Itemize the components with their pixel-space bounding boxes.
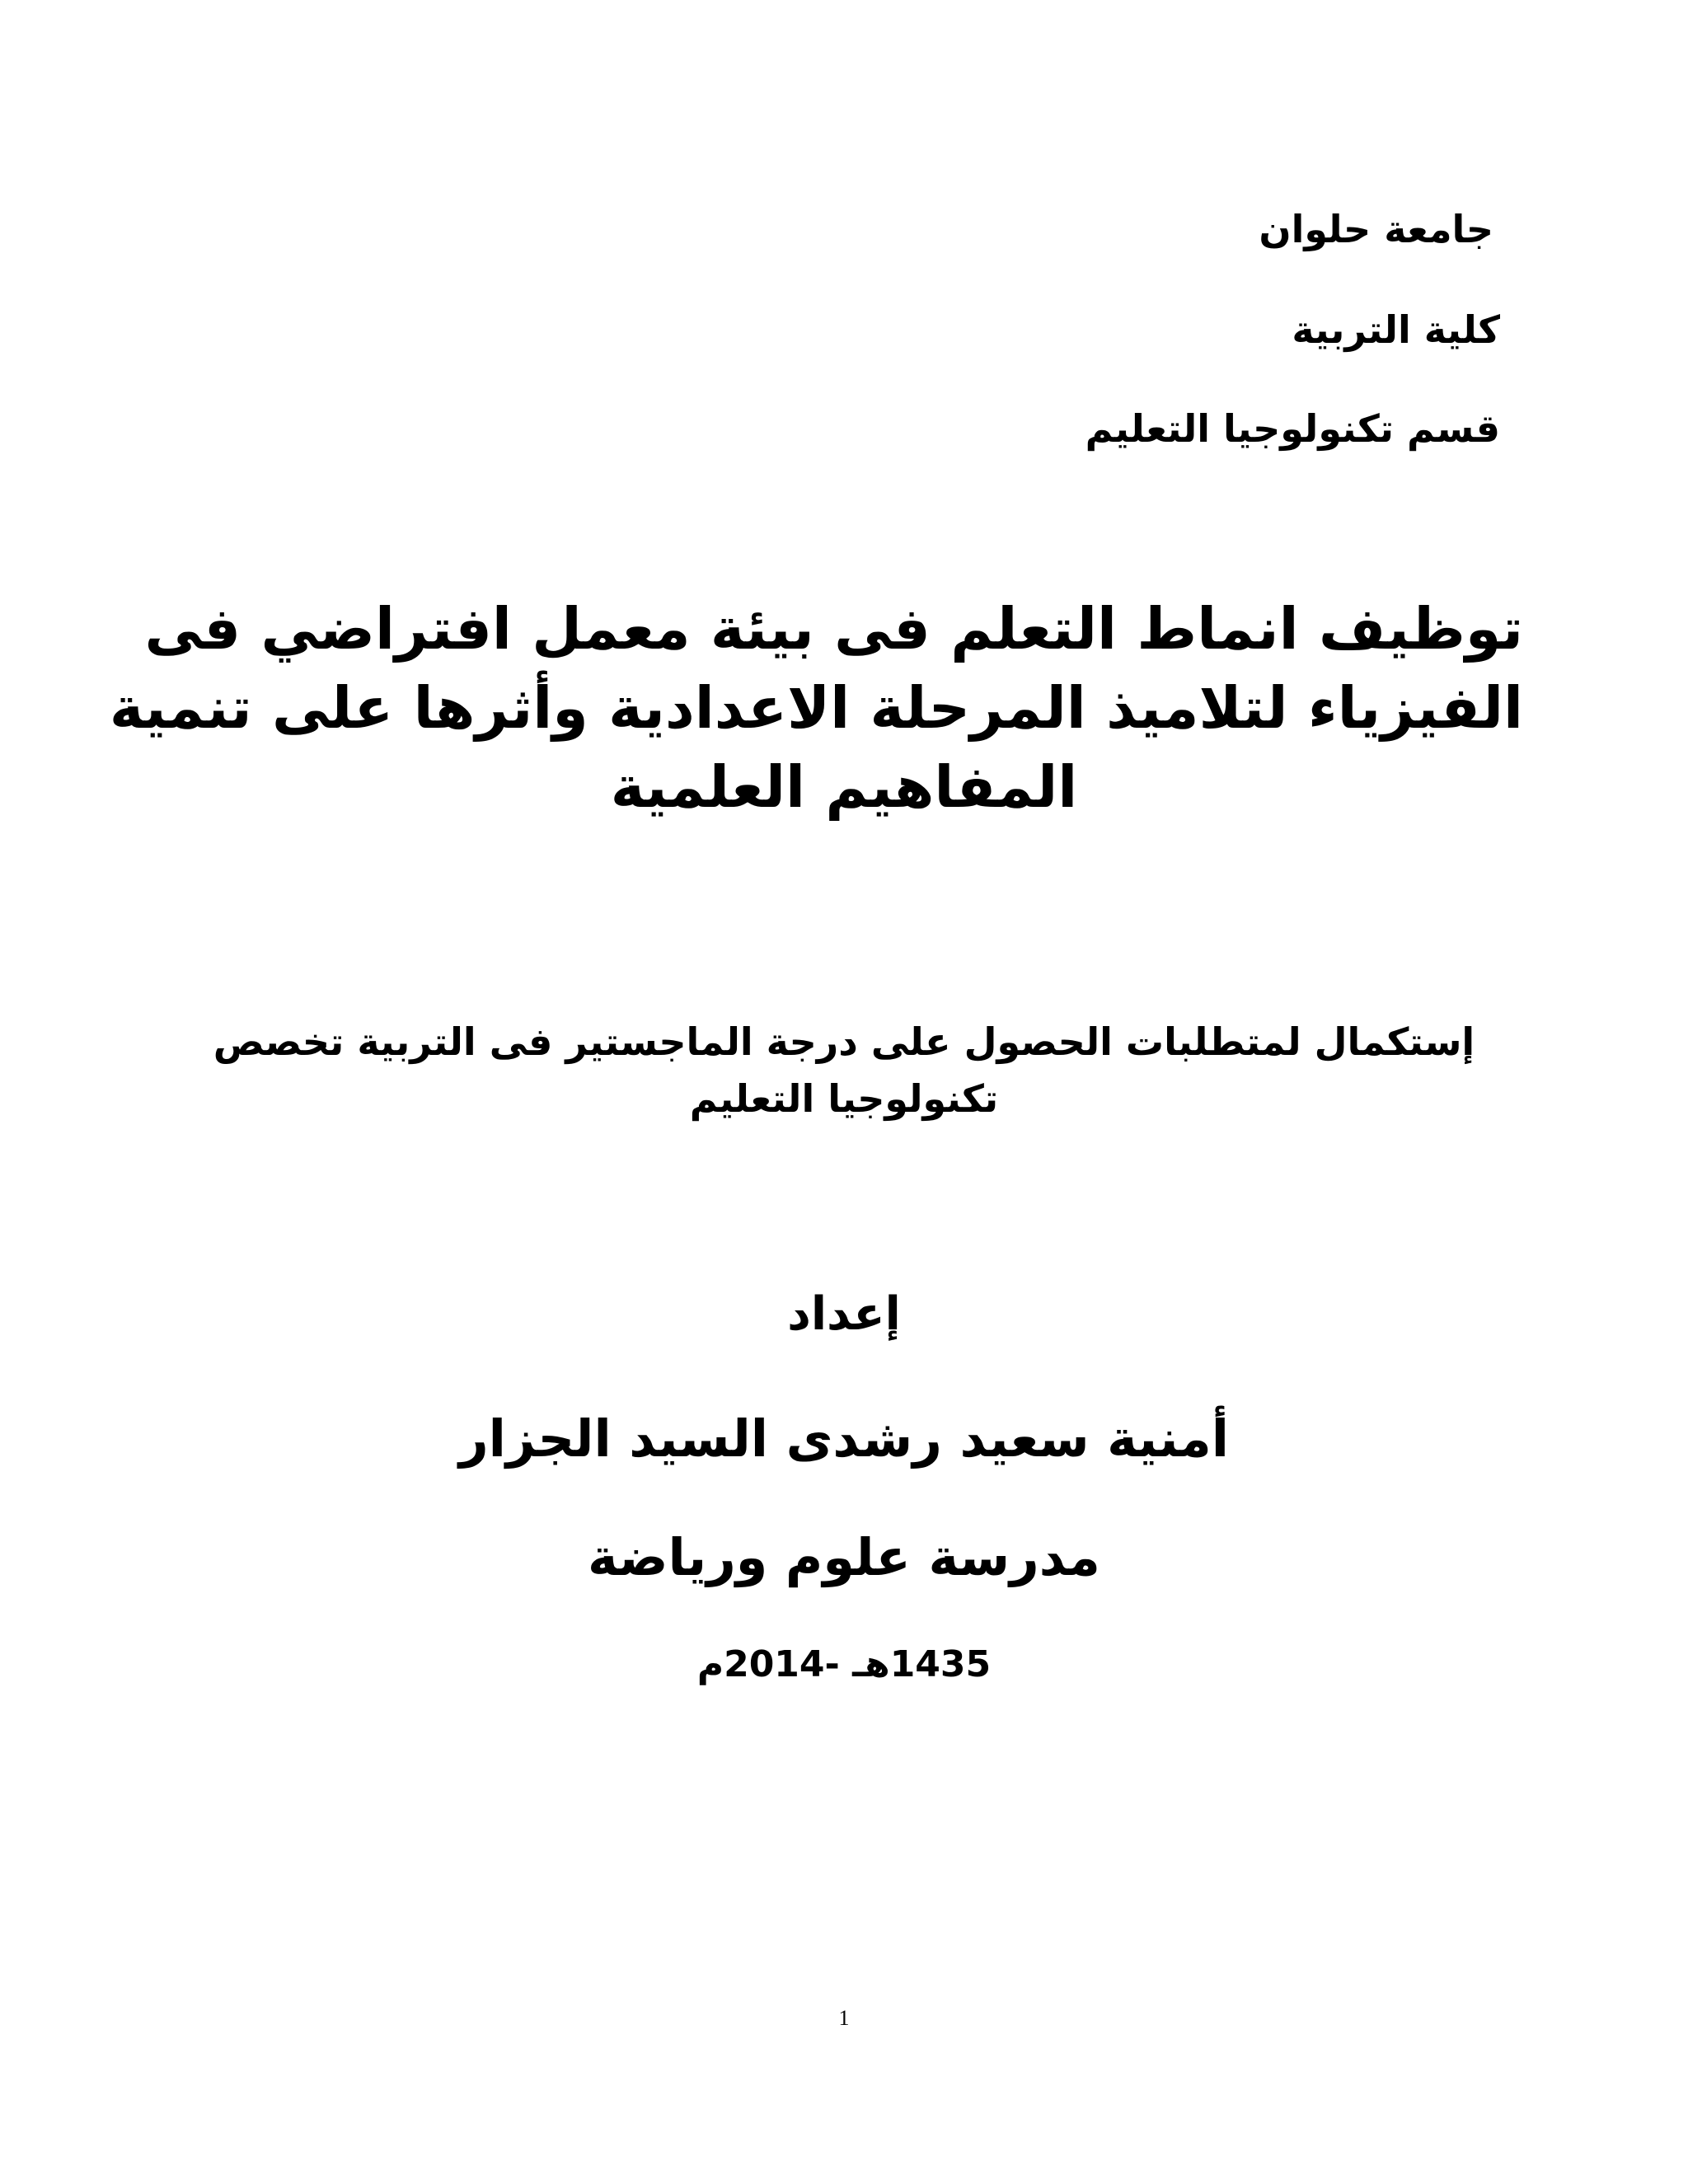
- thesis-title-line: توظيف انماط التعلم فى بيئة معمل افتراضي فى: [144, 595, 1523, 663]
- degree-statement: [198, 1014, 1490, 1127]
- thesis-title-line: المفاهيم العلمية: [610, 752, 1078, 821]
- department-name: قسم تكنولوجيا التعليم: [1085, 406, 1500, 451]
- page-number: 1: [838, 2006, 850, 2030]
- author-name: أمنية سعيد رشدى السيد الجزار: [458, 1408, 1230, 1469]
- university-name: جامعة حلوان: [1259, 207, 1493, 251]
- publication-date: 1435هـ -2014م: [696, 1643, 992, 1685]
- preparation-label: إعداد: [787, 1287, 901, 1341]
- degree-statement-line: تكنولوجيا التعليم: [689, 1076, 999, 1121]
- thesis-title: [109, 590, 1523, 827]
- degree-statement-line: إستكمال لمتطلبات الحصول على درجة الماجستير فى التربية تخصص: [213, 1019, 1475, 1064]
- thesis-title-line: الفيزياء لتلاميذ المرحلة الاعدادية وأثرها على تنمية: [109, 673, 1523, 742]
- faculty-name: كلية التربية: [1292, 307, 1500, 352]
- author-position: مدرسة علوم ورياضة: [588, 1527, 1100, 1587]
